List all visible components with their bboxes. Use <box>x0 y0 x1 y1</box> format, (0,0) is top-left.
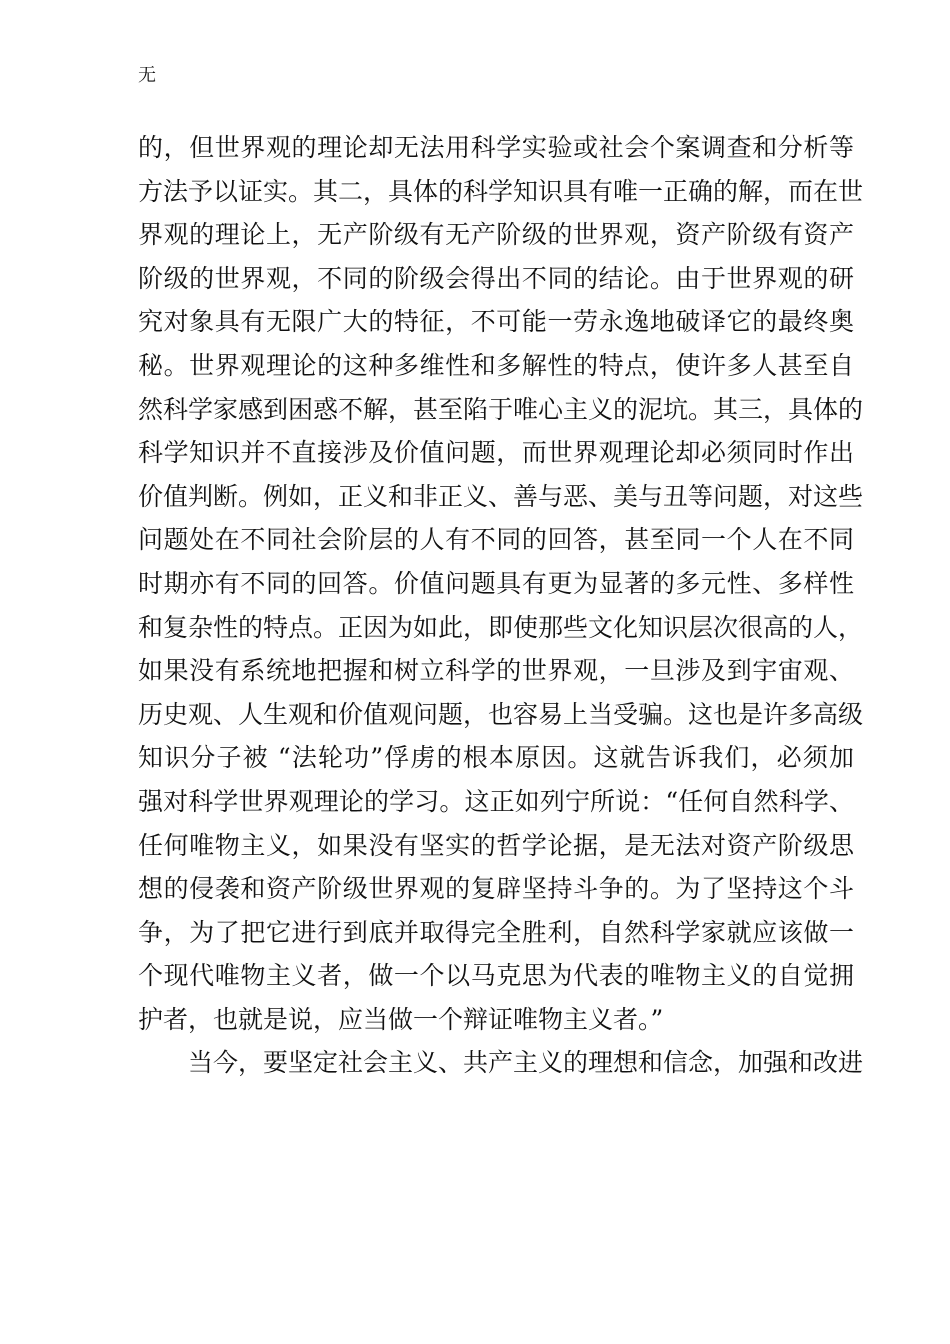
text-line: 问题处在不同社会阶层的人有不同的回答，甚至同一个人在不同 <box>138 525 854 555</box>
paragraph-start-line: 当今，要坚定社会主义、共产主义的理想和信念，加强和改进 <box>188 1048 864 1078</box>
text-line: 科学知识并不直接涉及价值问题，而世界观理论却必须同时作出 <box>138 438 854 468</box>
text-line: 究对象具有无限广大的特征，不可能一劳永逸地破译它的最终奥 <box>138 307 854 337</box>
text-line: 争，为了把它进行到底并取得完全胜利，自然科学家就应该做一 <box>138 917 854 947</box>
text-line: 任何唯物主义，如果没有坚实的哲学论据，是无法对资产阶级思 <box>138 830 854 860</box>
text-line: 界观的理论上，无产阶级有无产阶级的世界观，资产阶级有资产 <box>138 220 854 250</box>
paragraph-end-line: 护者，也就是说，应当做一个辩证唯物主义者。” <box>138 1004 664 1034</box>
text-line: 历史观、人生观和价值观问题，也容易上当受骗。这也是许多高级 <box>138 699 864 729</box>
text-line: 和复杂性的特点。正因为如此，即使那些文化知识层次很高的人， <box>138 612 864 642</box>
text-line: 秘。世界观理论的这种多维性和多解性的特点，使许多人甚至自 <box>138 350 854 380</box>
page-header: 无 <box>138 65 156 86</box>
text-line: 时期亦有不同的回答。价值问题具有更为显著的多元性、多样性 <box>138 568 854 598</box>
text-line: 个现代唯物主义者，做一个以马克思为代表的唯物主义的自觉拥 <box>138 961 854 991</box>
text-line: 知识分子被 “法轮功”俘虏的根本原因。这就告诉我们，必须加 <box>138 743 854 773</box>
text-line: 阶级的世界观，不同的阶级会得出不同的结论。由于世界观的研 <box>138 263 854 293</box>
text-line: 价值判断。例如，正义和非正义、善与恶、美与丑等问题，对这些 <box>138 481 864 511</box>
text-line: 强对科学世界观理论的学习。这正如列宁所说：“任何自然科学、 <box>138 786 854 816</box>
text-line: 想的侵袭和资产阶级世界观的复辟坚持斗争的。为了坚持这个斗 <box>138 874 854 904</box>
text-line: 方法予以证实。其二，具体的科学知识具有唯一正确的解，而在世 <box>138 176 864 206</box>
text-line: 然科学家感到困惑不解，甚至陷于唯心主义的泥坑。其三，具体的 <box>138 394 864 424</box>
body-text <box>138 126 864 1085</box>
text-line: 如果没有系统地把握和树立科学的世界观，一旦涉及到宇宙观、 <box>138 656 854 686</box>
text-line: 的，但世界观的理论却无法用科学实验或社会个案调查和分析等 <box>138 133 854 162</box>
